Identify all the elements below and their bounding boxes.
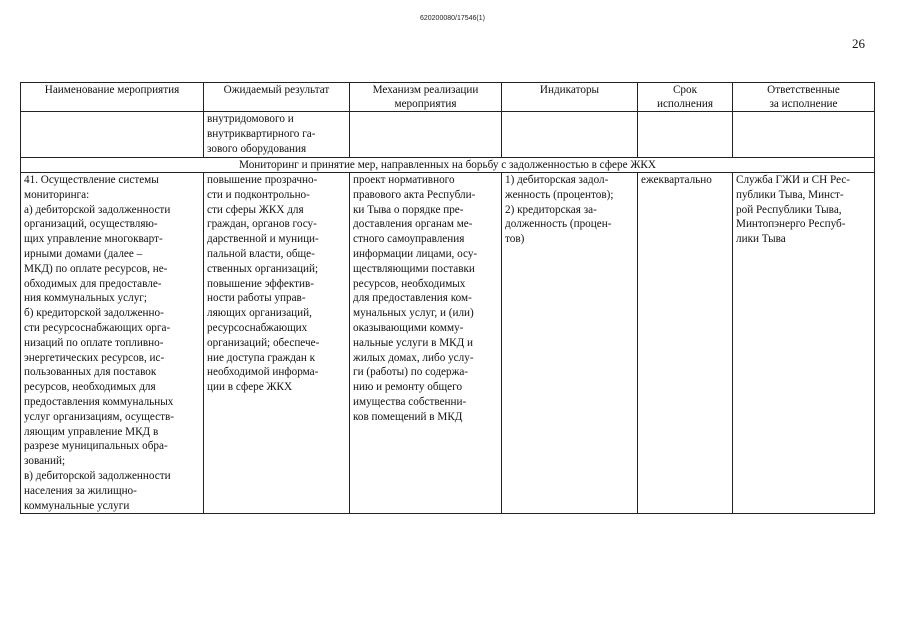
- table-cell: внутридомового и внутриквартирного га- зового оборудования: [204, 112, 350, 158]
- table-cell: [502, 112, 638, 158]
- table-cell: [21, 112, 204, 158]
- header-cell-mechanism: Механизм реализации мероприятия: [350, 83, 502, 112]
- document-id: 620200080/17546(1): [419, 15, 485, 22]
- table-cell: [350, 112, 502, 158]
- header-cell-indicators: Индикаторы: [502, 83, 638, 112]
- measures-table: [20, 82, 875, 514]
- header-cell-name: Наименование мероприятия: [21, 83, 204, 112]
- section-title: Мониторинг и принятие мер, направленных на борьбу с задолженностью в сфере ЖКХ: [21, 158, 875, 173]
- measure-name-cell: 41. Осуществление системы мониторинга: а) дебиторской задолженности организаций, осуществляю- щих управление многокварт- ирными домами (далее – МКД) по оплате ресурсов, не- обходимых для предоставле- ния коммунальных услуг; б) кредиторской задолженно- сти ресурсоснабжающих орга- низаций по оплате топливно- энергетических ресурсов, ис- пользованных для поставок ресурсов, необходимых для предоставления коммунальных услуг организациям, осуществ- ляющим управление МКД в разрезе муниципальных обра- зований; в) дебиторской задолженности населения за жилищно- коммунальные услуги: [21, 173, 204, 514]
- table-row: [21, 173, 875, 514]
- mechanism-cell: проект нормативного правового акта Республи- ки Тыва о порядке пре- доставления органам ме- стного самоуправления информации лицами, осу- ществляющими поставки ресурсов, необходимых для предоставления ком- мунальных услуг, и (или) оказывающими комму- нальные услуги в МКД и жилых домах, либо услу- ги (работы) по содержа- нию и ремонту общего имущества собственни- ков помещений в МКД: [350, 173, 502, 514]
- deadline-cell: ежеквартально: [638, 173, 733, 514]
- page-number: 26: [852, 36, 865, 51]
- header-cell-deadline: Срок исполнения: [638, 83, 733, 112]
- section-title-row: [21, 158, 875, 173]
- table-row-continuation: [21, 112, 875, 158]
- header-cell-responsible: Ответственные за исполнение: [733, 83, 875, 112]
- table-cell: [638, 112, 733, 158]
- table-cell: [733, 112, 875, 158]
- indicators-cell: 1) дебиторская задол- женность (процентов); 2) кредиторская за- долженность (процен- тов): [502, 173, 638, 514]
- table-header-row: [21, 83, 875, 112]
- responsible-cell: Служба ГЖИ и СН Рес- публики Тыва, Минст- рой Республики Тыва, Минтопэнерго Респуб- лики Тыва: [733, 173, 875, 514]
- header-cell-result: Ожидаемый результат: [204, 83, 350, 112]
- expected-result-cell: повышение прозрачно- сти и подконтрольно- сти сферы ЖКХ для граждан, органов госу- дарственной и муници- пальной власти, обще- ственных организаций; повышение эффектив- ности работы управ- ляющих организаций, ресурсоснабжающих организаций; обеспече- ние доступа граждан к необходимой информа- ции в сфере ЖКХ: [204, 173, 350, 514]
